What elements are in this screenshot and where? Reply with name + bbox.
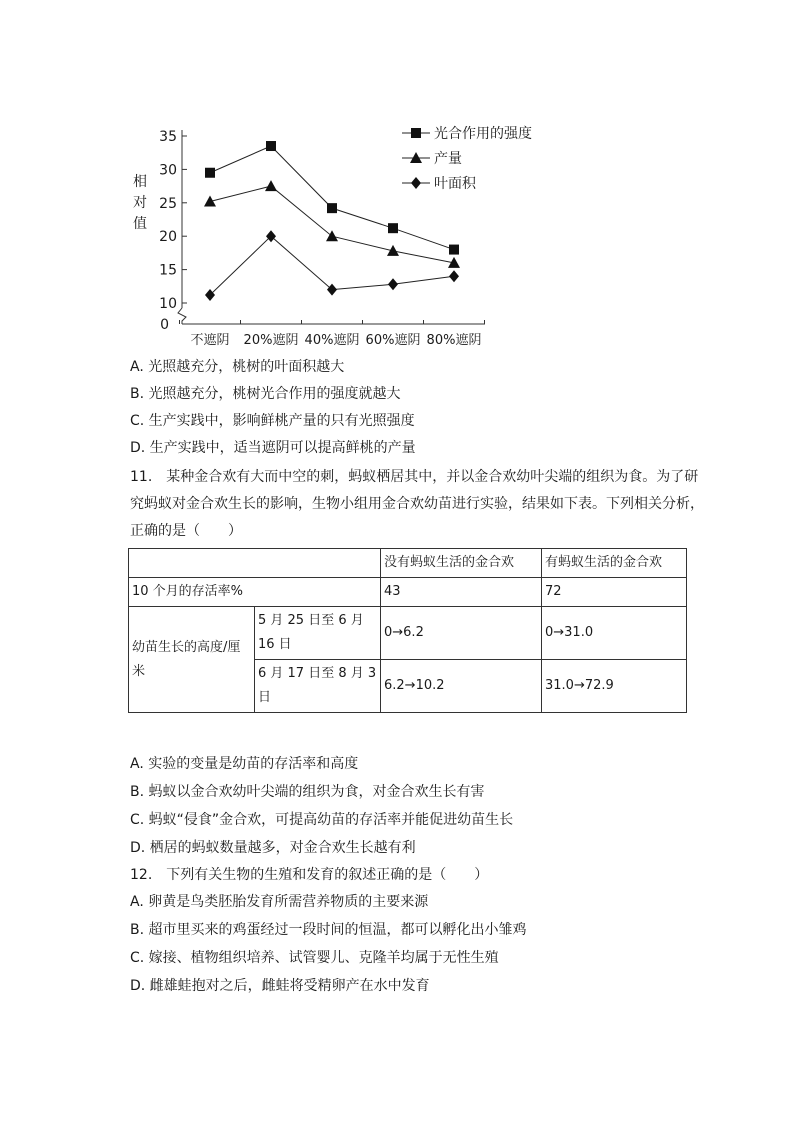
- data-point-diamond: [449, 270, 459, 282]
- period-1-with-ant: 0→31.0: [542, 607, 687, 660]
- y-tick-label: 35: [159, 129, 177, 145]
- q11-results-table: [128, 548, 687, 713]
- legend-entry-triangle: [402, 150, 462, 167]
- y-tick-label: 30: [159, 162, 177, 179]
- y-axis-label-char: 对: [133, 195, 147, 211]
- period-2-label: 6 月 17 日至 8 月 3 日: [255, 660, 381, 713]
- q11-option-d: D. 栖居的蚂蚁数量越多，对金合欢生长越有利: [130, 840, 416, 856]
- data-point-square: [388, 223, 398, 233]
- data-point-diamond: [266, 230, 276, 242]
- q10-option-d: D. 生产实践中，适当遮阴可以提高鲜桃的产量: [130, 440, 416, 456]
- data-point-square: [266, 141, 276, 151]
- data-point-triangle: [326, 230, 338, 241]
- data-point-diamond: [388, 278, 398, 290]
- q12-option-d: D. 雌雄蛙抱对之后，雌蛙将受精卵产在水中发育: [130, 978, 430, 994]
- y-tick-label: 25: [159, 195, 177, 212]
- data-point-square: [327, 203, 337, 213]
- table-row-survival: [129, 578, 687, 607]
- legend-label: 产量: [434, 151, 462, 167]
- q10-option-b: B. 光照越充分，桃树光合作用的强度就越大: [130, 386, 401, 402]
- q10-option-a: A. 光照越充分，桃树的叶面积越大: [130, 359, 345, 375]
- q11-stem-line-1: 11. 某种金合欢有大而中空的刺，蚂蚁栖居其中，并以金合欢幼叶尖端的组织为食。为了研: [130, 469, 699, 485]
- height-label: 幼苗生长的高度/厘米: [129, 607, 255, 713]
- q10-option-c: C. 生产实践中，影响鲜桃产量的只有光照强度: [130, 413, 415, 429]
- table-corner-cell: [129, 549, 381, 578]
- chart-svg: [120, 118, 560, 350]
- period-1-label: 5 月 25 日至 6 月 16 日: [255, 607, 381, 660]
- series-line-triangle: [210, 186, 454, 263]
- legend-label: 光合作用的强度: [434, 126, 532, 142]
- survival-no-ant: 43: [381, 578, 542, 607]
- period-2-no-ant: 6.2→10.2: [381, 660, 542, 713]
- data-point-diamond: [205, 289, 215, 301]
- header-with-ant: 有蚂蚁生活的金合欢: [542, 549, 687, 578]
- q12-option-a: A. 卵黄是鸟类胚胎发育所需营养物质的主要来源: [130, 894, 429, 910]
- survival-label: 10 个月的存活率%: [129, 578, 381, 607]
- q12-option-c: C. 嫁接、植物组织培养、试管婴儿、克隆羊均属于无性生殖: [130, 950, 499, 966]
- q11-stem-line-2: 究蚂蚁对金合欢生长的影响，生物小组用金合欢幼苗进行实验，结果如下表。下列相关分析，: [130, 496, 704, 512]
- x-tick-label: 20%遮阴: [243, 333, 299, 348]
- period-1-no-ant: 0→6.2: [381, 607, 542, 660]
- survival-with-ant: 72: [542, 578, 687, 607]
- y-tick-label: 15: [159, 262, 177, 279]
- legend-label: 叶面积: [434, 176, 476, 192]
- y-tick-label: 20: [159, 229, 177, 246]
- q11-option-c: C. 蚂蚁“侵食”金合欢，可提高幼苗的存活率并能促进幼苗生长: [130, 812, 514, 828]
- x-tick-label: 40%遮阴: [304, 333, 360, 348]
- chart-axes: [133, 129, 485, 348]
- q12-stem: 12. 下列有关生物的生殖和发育的叙述正确的是（ ）: [130, 867, 489, 883]
- y-axis-label-char: 相: [133, 174, 147, 190]
- chart-legend: [402, 125, 532, 192]
- q11-option-a: A. 实验的变量是幼苗的存活率和高度: [130, 756, 359, 772]
- q12-option-b: B. 超市里买来的鸡蛋经过一段时间的恒温，都可以孵化出小雏鸡: [130, 922, 527, 938]
- line-chart: [120, 118, 560, 354]
- table-header-row: [129, 549, 687, 578]
- chart-series-layer: [204, 141, 460, 301]
- y-tick-label: 10: [159, 296, 177, 312]
- legend-entry-square: [402, 125, 532, 142]
- legend-marker-diamond: [411, 177, 421, 189]
- data-point-triangle: [265, 180, 277, 191]
- legend-entry-diamond: [402, 176, 477, 192]
- data-point-triangle: [204, 195, 216, 206]
- y-zero-label: 0: [160, 317, 169, 333]
- q11-option-b: B. 蚂蚁以金合欢幼叶尖端的组织为食，对金合欢生长有害: [130, 784, 485, 800]
- data-point-diamond: [327, 284, 337, 296]
- data-point-square: [205, 168, 215, 178]
- q11-stem-line-3: 正确的是（ ）: [130, 523, 242, 539]
- x-tick-label: 80%遮阴: [426, 333, 482, 348]
- data-point-square: [449, 245, 459, 255]
- period-2-with-ant: 31.0→72.9: [542, 660, 687, 713]
- y-axis-label-char: 值: [133, 216, 147, 232]
- series-triangle: [204, 180, 460, 268]
- x-tick-label: 60%遮阴: [365, 333, 421, 348]
- legend-marker-square: [411, 128, 421, 138]
- x-tick-label: 不遮阴: [190, 333, 230, 348]
- header-no-ant: 没有蚂蚁生活的金合欢: [381, 549, 542, 578]
- table-row-period-1: [129, 607, 687, 660]
